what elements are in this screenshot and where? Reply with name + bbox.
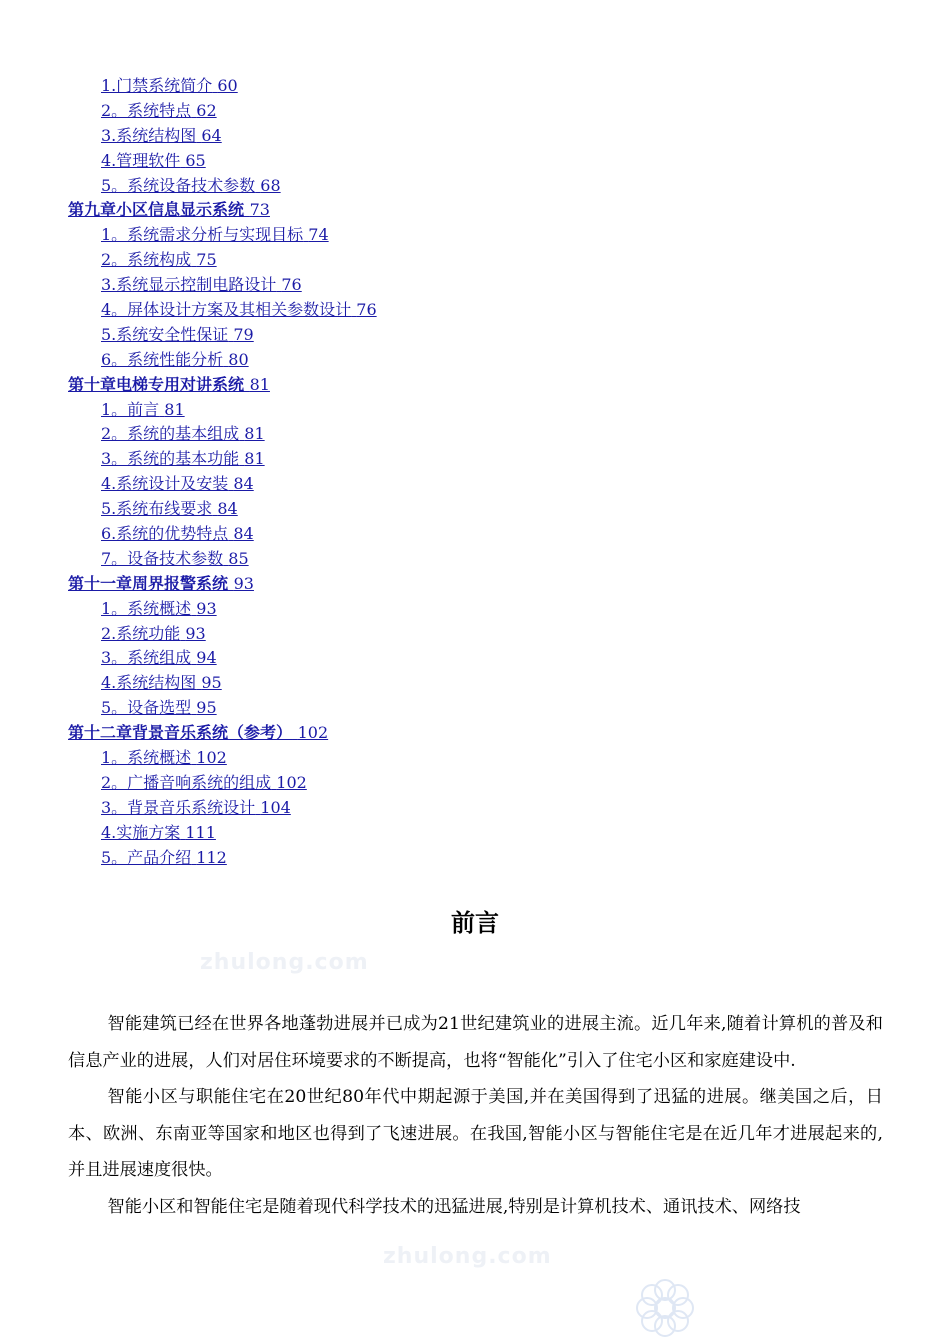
toc-section-link[interactable]: [101, 248, 217, 273]
toc-entry-title: 第十章电梯专用对讲系统: [68, 374, 245, 394]
toc-entry-page: 79: [233, 324, 254, 344]
toc-section-link[interactable]: [101, 398, 185, 423]
toc-entry-title: 4.实施方案: [101, 822, 181, 842]
toc-entry-page: 102: [297, 723, 329, 743]
toc-section-link[interactable]: [101, 746, 227, 771]
toc-entry-page: 62: [196, 100, 217, 120]
toc-entry-page: 81: [244, 424, 265, 444]
toc-entry-page: 93: [233, 573, 254, 593]
toc-entry-page: 111: [185, 822, 216, 842]
toc-entry-title: 7。设备技术参数: [101, 548, 224, 568]
toc-entry-title: 第九章小区信息显示系统: [68, 200, 245, 220]
toc-section-link[interactable]: [101, 472, 254, 497]
toc-entry-page: 65: [185, 150, 206, 170]
toc-entry-page: 76: [281, 275, 302, 295]
toc-section-link[interactable]: [101, 223, 329, 248]
toc-entry-page: 81: [164, 399, 185, 419]
toc-entry-page: 93: [185, 623, 206, 643]
toc-section-link[interactable]: [101, 422, 265, 447]
toc-entry-title: 5.系统安全性保证: [101, 324, 229, 344]
toc-entry-page: 112: [196, 847, 227, 867]
toc-entry-page: 68: [260, 175, 281, 195]
toc-entry-title: 4.管理软件: [101, 150, 181, 170]
toc-entry-page: 95: [196, 698, 217, 718]
toc-entry-page: 104: [260, 797, 291, 817]
toc-chapter-link[interactable]: [68, 721, 328, 746]
toc-section-link[interactable]: [101, 273, 302, 298]
toc-section-link[interactable]: [101, 124, 222, 149]
toc-entry-page: 94: [196, 648, 217, 668]
toc-entry-title: 3。系统的基本功能: [101, 449, 240, 469]
toc-chapter-link[interactable]: [68, 198, 270, 223]
watermark: zhulong.com: [200, 950, 369, 975]
toc-section-link[interactable]: [101, 696, 217, 721]
toc-entry-title: 2。广播音响系统的组成: [101, 772, 272, 792]
toc-entry-title: 2。系统的基本组成: [101, 424, 240, 444]
toc-entry-page: 74: [308, 225, 329, 245]
toc-entry-title: 5。设备选型: [101, 698, 192, 718]
toc-entry-title: 6.系统的优势特点: [101, 524, 229, 544]
toc-section-link[interactable]: [101, 174, 281, 199]
toc-section-link[interactable]: [101, 846, 227, 871]
toc-entry-title: 4。屏体设计方案及其相关参数设计: [101, 300, 352, 320]
toc-section-link[interactable]: [101, 597, 217, 622]
toc-section-link[interactable]: [101, 646, 217, 671]
toc-entry-title: 3.系统显示控制电路设计: [101, 275, 277, 295]
toc-entry-title: 3.系统结构图: [101, 125, 197, 145]
toc-entry-title: 1。前言: [101, 399, 160, 419]
toc-entry-page: 84: [217, 499, 238, 519]
toc-entry-title: 5。产品介绍: [101, 847, 192, 867]
toc-section-link[interactable]: [101, 622, 206, 647]
toc-entry-title: 1。系统概述: [101, 598, 192, 618]
toc-section-link[interactable]: [101, 348, 249, 373]
paragraph: 智能小区和智能住宅是随着现代科学技术的迅猛进展,特别是计算机技术、通讯技术、网络技: [107, 1196, 801, 1217]
toc-entry-page: 80: [228, 349, 249, 369]
toc-entry-page: 84: [233, 474, 254, 494]
paragraph: 智能建筑已经在世界各地蓬勃进展并已成为21世纪建筑业的进展主流。近几年来,随着计算机的普及和信息产业的进展，人们对居住环境要求的不断提高，也将“智能化”引入了住宅小区和家庭建设中.: [68, 1014, 883, 1071]
toc-section-link[interactable]: [101, 522, 254, 547]
toc-section-link[interactable]: [101, 323, 254, 348]
toc-entry-page: 102: [196, 748, 227, 768]
toc-entry-title: 2.系统功能: [101, 623, 181, 643]
toc-section-link[interactable]: [101, 99, 217, 124]
toc-entry-page: 81: [244, 449, 265, 469]
body-text: [68, 1006, 883, 1226]
toc-section-link[interactable]: [101, 547, 249, 572]
toc-entry-title: 1。系统概述: [101, 748, 192, 768]
toc-entry-title: 2。系统特点: [101, 100, 192, 120]
toc-entry-title: 2。系统构成: [101, 250, 192, 270]
toc-chapter-link[interactable]: [68, 572, 254, 597]
watermark-flower-icon: [625, 1268, 705, 1344]
toc-entry-page: 60: [217, 76, 238, 95]
toc-entry-page: 85: [228, 548, 249, 568]
toc-entry-page: 73: [249, 200, 270, 220]
toc-entry-title: 第十一章周界报警系统: [68, 573, 229, 593]
toc-section-link[interactable]: [101, 796, 291, 821]
toc-entry-title: 3。背景音乐系统设计: [101, 797, 256, 817]
toc-entry-title: 1。系统需求分析与实现目标: [101, 225, 304, 245]
toc-entry-title: 第十二章背景音乐系统（参考）: [68, 723, 293, 743]
toc-entry-page: 76: [356, 300, 377, 320]
section-heading: 前言: [451, 909, 499, 937]
toc-section-link[interactable]: [101, 149, 206, 174]
paragraph: 智能小区与职能住宅在20世纪80年代中期起源于美国,并在美国得到了迅猛的进展。继美国之后，日本、欧洲、东南亚等国家和地区也得到了飞速进展。在我国,智能小区与智能住宅是在近几年才进展起来的,并且进展速度很快。: [68, 1087, 883, 1181]
toc-entry-title: 1.门禁系统简介: [101, 76, 213, 95]
toc-section-link[interactable]: [101, 447, 265, 472]
toc-section-link[interactable]: [101, 821, 216, 846]
toc-chapter-link[interactable]: [68, 373, 270, 398]
toc-section-link[interactable]: [101, 771, 307, 796]
toc-entry-title: 3。系统组成: [101, 648, 192, 668]
toc-entry-page: 95: [201, 673, 222, 693]
toc-entry-page: 75: [196, 250, 217, 270]
toc-entry-title: 5。系统设备技术参数: [101, 175, 256, 195]
toc-entry-title: 5.系统布线要求: [101, 499, 213, 519]
toc-entry-title: 6。系统性能分析: [101, 349, 224, 369]
toc-entry-title: 4.系统设计及安装: [101, 474, 229, 494]
toc-entry-title: 4.系统结构图: [101, 673, 197, 693]
watermark: zhulong.com: [383, 1244, 552, 1269]
toc-entry-page: 93: [196, 598, 217, 618]
toc-entry-page: 64: [201, 125, 222, 145]
toc-entry-page: 84: [233, 524, 254, 544]
table-of-contents: [0, 74, 950, 871]
toc-entry-page: 81: [249, 374, 270, 394]
toc-section-link[interactable]: [101, 671, 222, 696]
toc-section-link[interactable]: [101, 298, 377, 323]
toc-entry-page: 102: [276, 772, 307, 792]
toc-section-link[interactable]: [101, 497, 238, 522]
toc-section-link[interactable]: [101, 74, 238, 99]
